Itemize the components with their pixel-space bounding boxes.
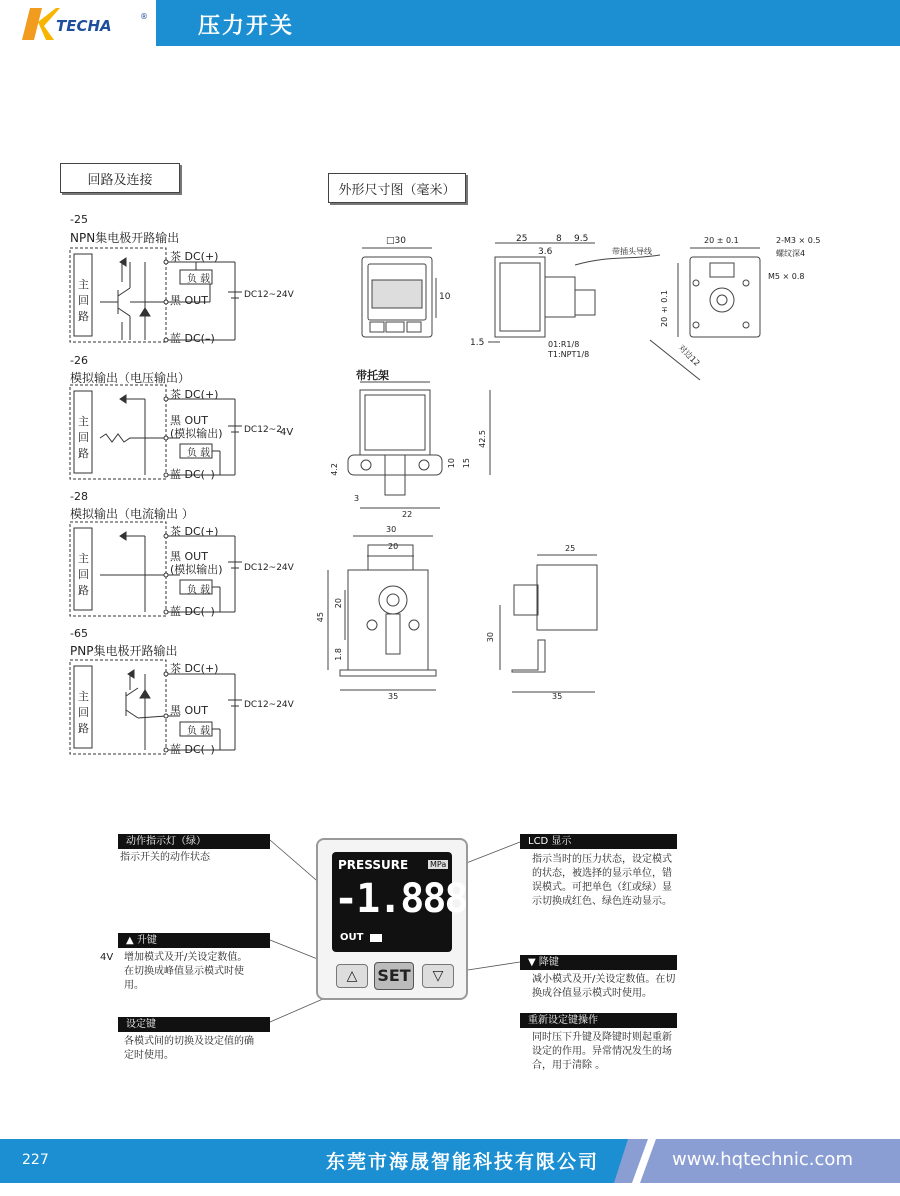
dim-10: 10 [447, 458, 456, 469]
callout-up-title: ▲ 升键 [118, 933, 270, 948]
bracket-section-title: 带托架 [356, 369, 389, 382]
dim-side-25b: 25 [565, 544, 576, 553]
dim-mount-20: 20 [388, 542, 399, 551]
dim-20-tol: 20 ± 0.1 [704, 236, 739, 245]
callout-lcd-desc: 指示当时的压力状态，设定模式的状态，被选择的显示单位，错误模式。可把单色（红或绿）显示切换成红色、绿色连动显示。 [532, 854, 672, 907]
dim-front-width: □30 [386, 236, 406, 246]
thread-depth: 螺纹深4 [776, 249, 806, 258]
supply-label: DC12~24V [244, 290, 294, 300]
circuit-code: -26 [70, 354, 88, 367]
dim-42-5: 42.5 [478, 430, 487, 448]
unit-label: MPa [430, 860, 447, 869]
dim-front-height: 10 [439, 292, 451, 302]
dim-4-2: 4.2 [330, 463, 339, 476]
thread-m5: M5 × 0.8 [768, 272, 805, 281]
dim-20-vert: 20 ± 0.1 [660, 290, 669, 327]
callout-set-title: 设定键 [118, 1017, 270, 1032]
wire-blue-label: 蓝 DC(–) [170, 743, 215, 756]
wire-brown-label: 茶 DC(+) [170, 525, 219, 538]
out-indicator: OUT [340, 932, 364, 943]
analog-output-label: (模拟输出) [170, 427, 223, 440]
circuit-code: -65 [70, 627, 88, 640]
supply-label: DC12~24V [244, 563, 294, 573]
wire-blue-label: 蓝 DC(–) [170, 332, 215, 345]
dim-mount-1-8: 1.8 [334, 648, 343, 661]
dim-side-25: 25 [516, 234, 528, 244]
wire-black-label: 黑 OUT [170, 550, 208, 563]
thread-npt: T1:NPT1/8 [548, 350, 590, 359]
dimension-section-title: 外形尺寸图（毫米） [328, 173, 466, 203]
wire-brown-label: 茶 DC(+) [170, 250, 219, 263]
page-number: 227 [22, 1152, 49, 1168]
supply-label-suffix: 4V [280, 427, 294, 438]
wire-black-label: 黑 OUT [170, 704, 208, 717]
callout-up-desc: 增加模式及开/关设定数值。在切换成峰值显示模式时使用。 [124, 952, 248, 991]
wire-brown-label: 茶 DC(+) [170, 662, 219, 675]
logo-text: TECHA [56, 17, 112, 35]
cable-label: 带插头导线 [612, 247, 652, 256]
pressure-label: PRESSURE [338, 858, 409, 872]
circuit-code: -28 [70, 490, 88, 503]
dim-15: 15 [462, 458, 471, 469]
up-button[interactable]: △ [336, 964, 368, 988]
company-name: 东莞市海晟智能科技有限公司 [326, 1151, 600, 1173]
set-button[interactable]: SET [374, 962, 414, 990]
circuit-title: NPN集电极开路输出 [70, 231, 180, 245]
wire-brown-label: 茶 DC(+) [170, 388, 219, 401]
callout-down-title: ▼ 降键 [520, 955, 677, 970]
callout-indicator-desc: 指示开关的动作状态 [120, 852, 210, 863]
callout-lcd-title: LCD 显示 [520, 834, 677, 849]
dim-1-5: 1.5 [470, 338, 485, 348]
load-label: 负 载 [187, 274, 211, 285]
callout-reset-title: 重新设定键操作 [520, 1013, 677, 1028]
thread-m3: 2-M3 × 0.5 [776, 236, 821, 245]
logo-registered: ® [140, 12, 148, 21]
wire-blue-label: 蓝 DC(–) [170, 605, 215, 618]
load-label: 负 载 [187, 448, 211, 459]
callout-down-desc: 减小模式及开/关设定数值。在切换成谷值显示模式时使用。 [532, 974, 676, 999]
dim-side-35: 35 [552, 692, 563, 701]
dim-side-30: 30 [486, 632, 495, 643]
load-label: 负 载 [187, 726, 211, 737]
dim-side-9-5: 9.5 [574, 234, 589, 244]
callout-reset-desc: 同时压下升键及降键时则起重新设定的作用。异常情况发生的场合，用于清除 。 [532, 1032, 672, 1071]
supply-label: DC12~2 [244, 425, 282, 435]
dim-mount-35: 35 [388, 692, 399, 701]
dim-mount-20v: 20 [334, 598, 343, 609]
dim-3: 3 [354, 494, 360, 503]
circuit-title: 模拟输出（电压输出） [70, 371, 191, 385]
page-title: 压力开关 [198, 14, 295, 39]
dim-mount-45: 45 [316, 612, 325, 623]
dim-side-3-6: 3.6 [538, 247, 553, 257]
website-link[interactable]: www.hqtechnic.com [672, 1149, 853, 1170]
dim-mount-30: 30 [386, 525, 397, 534]
dim-22: 22 [402, 510, 413, 519]
analog-output-label: (模拟输出) [170, 563, 223, 576]
wire-blue-label: 蓝 DC(–) [170, 468, 215, 481]
callout-indicator-title: 动作指示灯（绿） [118, 834, 270, 849]
down-button[interactable]: ▽ [422, 964, 454, 988]
lcd-digits: -1.888 [334, 876, 467, 922]
load-label: 负 载 [187, 585, 211, 596]
wire-black-label: 黑 OUT [170, 294, 208, 307]
circuit-code: -25 [70, 213, 88, 226]
supply-label: DC12~24V [244, 700, 294, 710]
circuit-title: 模拟输出（电流输出 ） [70, 507, 194, 521]
margin-note: 4V [100, 952, 114, 963]
dim-side-8: 8 [556, 234, 562, 244]
circuit-section-title: 回路及连接 [60, 163, 180, 193]
callout-set-desc: 各模式间的切换及设定值的确定时使用。 [124, 1036, 254, 1061]
wire-black-label: 黑 OUT [170, 414, 208, 427]
dim-flat-12: 对边12 [676, 343, 702, 368]
circuit-title: PNP集电极开路输出 [70, 644, 178, 658]
thread-r18: 01:R1/8 [548, 340, 580, 349]
